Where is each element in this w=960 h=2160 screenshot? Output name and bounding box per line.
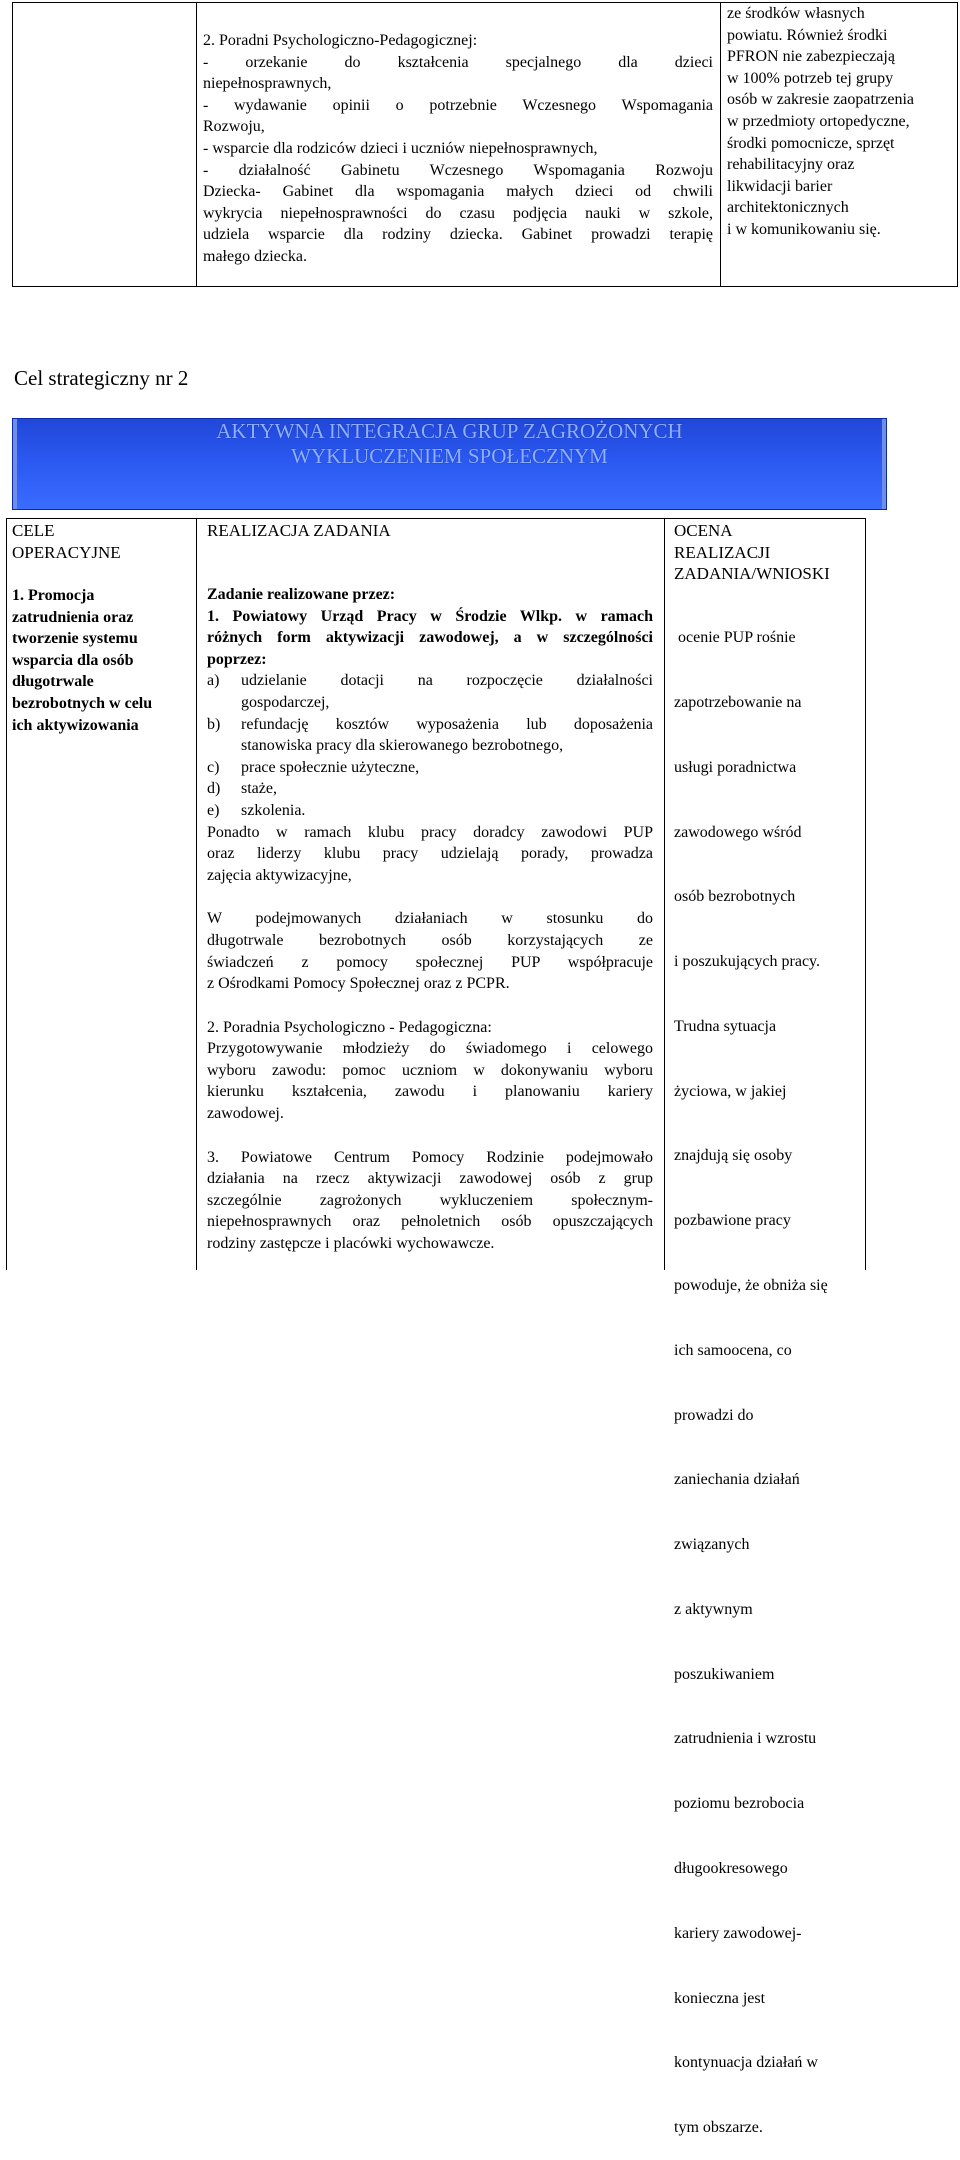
text-line: 1. Powiatowy Urząd Pracy w Środzie Wlkp. w ramach [207, 607, 653, 625]
text-line: poszukiwaniem [674, 1665, 775, 1683]
text-line: rodziny zastępcze i placówki wychowawcze. [207, 1235, 495, 1253]
text-line: w przedmioty ortopedyczne, [727, 112, 910, 130]
text-line: z aktywnym [674, 1600, 753, 1618]
list-marker: a) [207, 672, 220, 690]
text-line: - orzekanie do kształcenia specjalnego dla dzieci [203, 53, 713, 71]
list-marker: b) [207, 715, 221, 733]
col3-header [674, 520, 830, 585]
list-item [207, 714, 653, 757]
text-line: - działalność Gabinetu Wczesnego Wspomagania Rozwoju [203, 161, 713, 179]
text-line: konieczna jest [674, 1989, 766, 2007]
col2-header: REALIZACJA ZADANIA [207, 521, 391, 540]
text-line: działania na rzecz aktywizacji zawodowej osób z grup [207, 1170, 653, 1188]
text-line: w 100% potrzeb tej grupy [727, 69, 894, 87]
text-line: prace społecznie użyteczne, [241, 758, 420, 776]
banner-line: WYKLUCZENIEM SPOŁECZNYM [291, 444, 608, 468]
text-line: szkolenia. [241, 801, 306, 819]
text-line: - wsparcie dla rodziców dzieci i uczniów niepełnosprawnych, [203, 139, 598, 157]
text-line: wyboru zawodu: pomoc uczniom w dokonywaniu wyboru [207, 1061, 653, 1079]
text-line: niepełnosprawnych, [203, 75, 332, 93]
text-line: Zadanie realizowane przez: [207, 586, 396, 603]
list-item [207, 800, 653, 822]
text-line: kierunku kształcenia, zawodu i planowaniu kariery [207, 1083, 653, 1101]
text-line: Rozwoju, [203, 118, 265, 136]
text-line: tym obszarze. [674, 2119, 763, 2137]
text-line: Trudna sytuacja [674, 1017, 777, 1035]
text-line: Dziecka- Gabinet dla wspomagania małych dzieci od chwili [203, 183, 713, 201]
text-line: zajęcia aktywizacyjne, [207, 866, 352, 884]
text-line: zatrudnienia oraz [12, 608, 134, 626]
text-line: ich samoocena, co [674, 1341, 792, 1359]
text-line: gospodarczej, [241, 693, 330, 711]
header-line: OPERACYJNE [12, 542, 121, 562]
top-right-cell [727, 3, 955, 241]
text-line: zaniechania działań [674, 1471, 800, 1489]
text-line: likwidacji barier [727, 177, 833, 195]
text-line: stanowiska pracy dla skierowanego bezrobotnego, [241, 737, 564, 755]
text-line: kariery zawodowej- [674, 1924, 802, 1942]
text-line: ze środków własnych [727, 5, 865, 22]
header-line: ZADANIA/WNIOSKI [674, 564, 830, 584]
assessment-cell [674, 584, 862, 2160]
text-line: oraz liderzy klubu pracy udzielają porady, prowadza [207, 845, 653, 863]
text-line: Przygotowywanie młodzieży do świadomego i celowego [207, 1040, 653, 1058]
header-line: OCENA [674, 521, 733, 540]
text-line: i poszukujących pracy. [674, 953, 821, 971]
text-line: środki pomocnicze, sprzęt [727, 134, 895, 152]
text-line: 1. Promocja [12, 587, 95, 604]
text-line: 3. Powiatowe Centrum Pomocy Rodzinie podejmowało [207, 1148, 653, 1166]
list-marker: e) [207, 801, 220, 819]
goal-banner [12, 418, 887, 510]
operational-goal [12, 585, 192, 736]
strategic-goal-heading: Cel strategiczny nr 2 [14, 366, 189, 390]
text-line: zapotrzebowanie na [674, 693, 802, 711]
text-line: ich aktywizowania [12, 716, 139, 734]
text-line: Ponadto w ramach klubu pracy doradcy zawodowi PUP [207, 823, 653, 841]
text-line: różnych form aktywizacji zawodowej, a w szczególności [207, 629, 653, 647]
text-line: i w komunikowaniu się. [727, 220, 881, 238]
list-item [207, 778, 653, 800]
text-line: pozbawione pracy [674, 1212, 791, 1230]
text-line: życiowa, w jakiej [674, 1082, 787, 1100]
text-line: świadczeń z pomocy społecznej PUP współpracuje [207, 953, 653, 971]
list-item [207, 670, 653, 713]
text-line: architektonicznych [727, 199, 849, 217]
list-item [207, 757, 653, 779]
header-line: REALIZACJI [674, 542, 771, 562]
text-line: tworzenie systemu [12, 630, 138, 648]
list-marker: d) [207, 780, 221, 798]
text-line: 2. Poradnia Psychologiczno - Pedagogiczna: [207, 1018, 492, 1036]
text-line: udziela wsparcie dla rodziny dziecka. Gabinet prowadzi terapię [203, 226, 713, 244]
text-line: ocenie PUP rośnie [674, 629, 796, 647]
text-line: PFRON nie zabezpieczają [727, 48, 895, 66]
text-line: niepełnosprawnych oraz pełnoletnich osób opuszczających [207, 1213, 653, 1231]
text-line: zawodowej. [207, 1105, 284, 1123]
text-line: - wydawanie opinii o potrzebnie Wczesnego Wspomagania [203, 96, 713, 114]
col1-header [12, 520, 121, 563]
text-line: związanych [674, 1536, 750, 1554]
text-line: W podejmowanych działaniach w stosunku do [207, 910, 653, 928]
text-line: zawodowego wśród [674, 823, 802, 841]
text-line: rehabilitacyjny oraz [727, 156, 855, 174]
task-realization [207, 584, 653, 1255]
text-line: wsparcia dla osób [12, 651, 134, 669]
text-line: długotrwale bezrobotnych osób korzystających ze [207, 931, 653, 949]
text-line: zatrudnienia i wzrostu [674, 1730, 817, 1748]
header-line: CELE [12, 521, 55, 540]
text-line: długotrwale [12, 673, 94, 691]
text-line: z Ośrodkami Pomocy Społecznej oraz z PCPR. [207, 975, 510, 993]
text-line: prowadzi do [674, 1406, 754, 1424]
text-line: znajdują się osoby [674, 1147, 793, 1165]
text-line: powiatu. Również środki [727, 26, 888, 44]
text-line: osób w zakresie zaopatrzenia [727, 91, 915, 109]
text-line: powoduje, że obniża się [674, 1277, 828, 1294]
text-line: 2. Poradni Psychologiczno-Pedagogicznej: [203, 32, 478, 49]
text-line: bezrobotnych w celu [12, 694, 153, 712]
top-middle-cell [203, 30, 713, 268]
text-line: staże, [241, 780, 277, 798]
text-line: usługi poradnictwa [674, 758, 797, 776]
text-line: refundację kosztów wyposażenia lub doposażenia [241, 715, 653, 733]
text-line: poziomu bezrobocia [674, 1795, 805, 1813]
text-line: długookresowego [674, 1860, 788, 1878]
text-line: kontynuacja działań w [674, 2054, 818, 2072]
text-line: małego dziecka. [203, 247, 307, 265]
list-marker: c) [207, 758, 220, 776]
text-line: osób bezrobotnych [674, 888, 796, 906]
text-line: poprzez: [207, 650, 267, 668]
banner-title [13, 419, 886, 469]
banner-line: AKTYWNA INTEGRACJA GRUP ZAGROŻONYCH [216, 419, 683, 443]
text-line: szczególnie zagrożonych wykluczeniem społecznym- [207, 1191, 653, 1209]
text-line: udzielanie dotacji na rozpoczęcie działalności [241, 672, 653, 690]
text-line: wykrycia niepełnosprawności do czasu podjęcia nauki w szkole, [203, 204, 713, 222]
